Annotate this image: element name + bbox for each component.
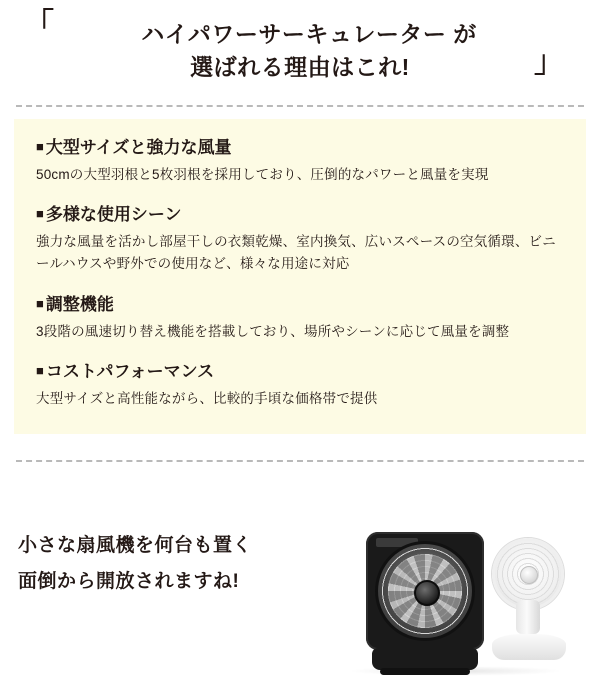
feature-title-text: コストパフォーマンス — [45, 362, 215, 382]
box-fan-illustration — [366, 532, 484, 670]
quote-close-mark: 」 — [534, 46, 564, 79]
headline-line-1: ハイパワーサーキュレーター が — [141, 21, 477, 47]
feature-item — [36, 137, 564, 186]
closing-section — [0, 476, 600, 686]
quote-open-mark: 「 — [24, 8, 54, 41]
bullet-square-icon: ■ — [36, 206, 44, 222]
bullet-square-icon: ■ — [36, 295, 44, 311]
feature-body: 大型サイズと高性能ながら、比較的手頃な価格帯で提供 — [36, 391, 378, 407]
box-fan-base — [372, 648, 478, 670]
feature-title — [36, 361, 564, 383]
box-fan-body — [366, 532, 484, 650]
feature-item — [36, 204, 564, 276]
feature-title — [36, 137, 564, 159]
feature-body: 強力な風量を活かし部屋干しの衣類乾燥、室内換気、広いスペースの空気循環、ビニールハウスや野外での使用など、様々な用途に対応 — [36, 234, 556, 272]
fan-illustrations — [318, 488, 588, 678]
feature-title-text: 調整機能 — [45, 294, 114, 314]
closing-line-2: 面倒から開放されますね! — [18, 570, 240, 592]
desk-fan-illustration — [486, 538, 572, 660]
headline-line-2: 選ばれる理由はこれ! — [190, 54, 410, 81]
bullet-square-icon: ■ — [36, 138, 44, 154]
desk-fan-hub — [520, 566, 538, 584]
divider-bottom — [16, 460, 584, 462]
feature-body: 3段階の風速切り替え機能を搭載しており、場所やシーンに応じて風量を調整 — [36, 323, 510, 339]
feature-title-text: 大型サイズと強力な風量 — [45, 137, 232, 157]
feature-item — [36, 294, 564, 343]
features-panel — [14, 119, 586, 435]
desk-fan-base — [492, 634, 566, 660]
feature-title — [36, 294, 564, 316]
closing-text — [18, 528, 252, 598]
feature-title-text: 多様な使用シーン — [45, 205, 182, 225]
feature-item — [36, 361, 564, 410]
box-fan-grill — [375, 541, 475, 641]
divider-top — [16, 105, 584, 107]
feature-body: 50cmの大型羽根と5枚羽根を採用しており、圧倒的なパワーと風量を実現 — [36, 166, 489, 182]
header — [0, 0, 600, 95]
bullet-square-icon: ■ — [36, 363, 44, 379]
closing-line-1: 小さな扇風機を何台も置く — [18, 535, 253, 557]
desk-fan-neck — [516, 600, 540, 634]
feature-title — [36, 204, 564, 226]
